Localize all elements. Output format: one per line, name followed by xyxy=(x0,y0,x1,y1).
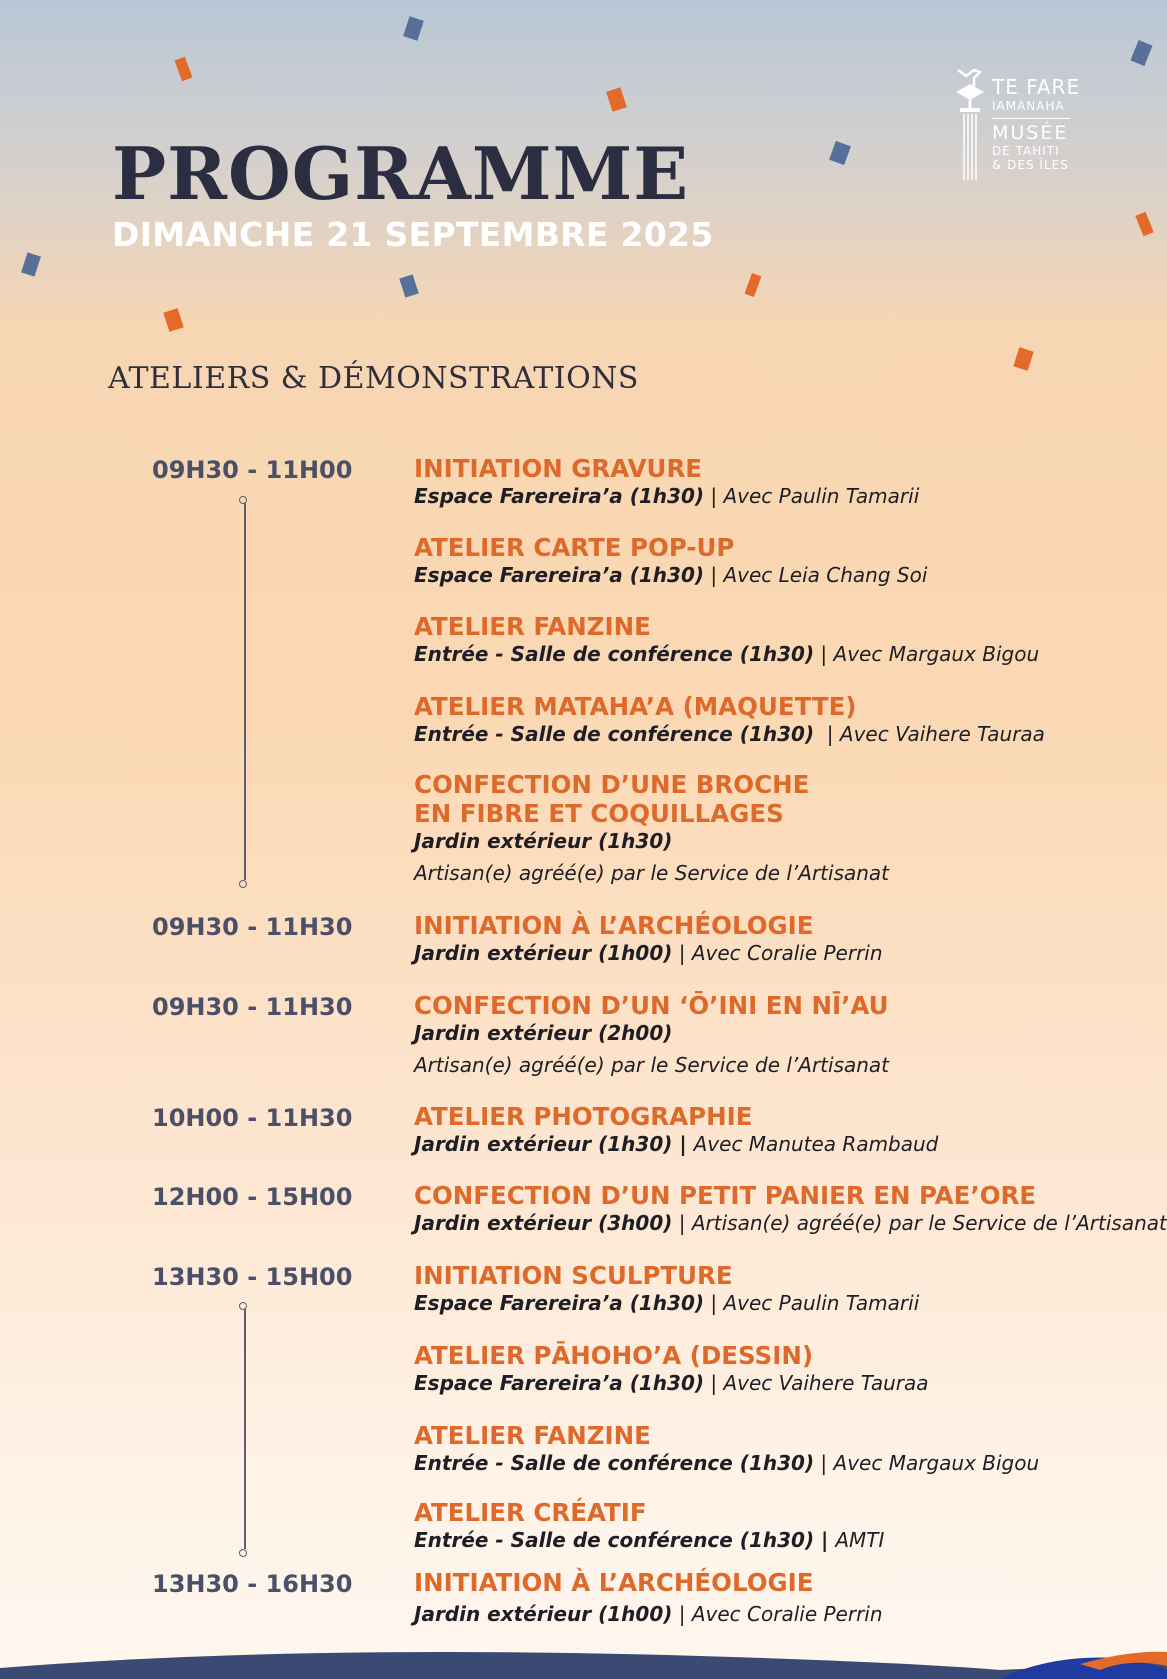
event-title: ATELIER CARTE POP-UP xyxy=(414,533,735,562)
event-host: AMTI xyxy=(835,1528,885,1552)
separator: | xyxy=(814,1451,834,1475)
event-item xyxy=(414,692,1154,747)
event-location: Jardin extérieur (1h30) xyxy=(414,1132,673,1156)
event-location: Espace Farereira’a (1h30) xyxy=(414,1371,705,1395)
event-location: Entrée - Salle de conférence (1h30) xyxy=(414,1451,815,1475)
time-slot: 09H30 - 11H30 xyxy=(152,913,353,941)
tiki-emblem-icon xyxy=(952,66,988,182)
event-location: Entrée - Salle de conférence (1h30) xyxy=(414,642,815,666)
separator: | xyxy=(704,1291,724,1315)
event-location: Jardin extérieur (1h00) xyxy=(414,941,673,965)
event-item xyxy=(414,454,1154,509)
event-location: Jardin extérieur (1h30) xyxy=(414,829,673,853)
time-slot: 09H30 - 11H00 xyxy=(152,456,353,484)
separator: | xyxy=(672,941,692,965)
event-location: Espace Farereira’a (1h30) xyxy=(414,563,705,587)
event-item xyxy=(414,1498,1154,1553)
event-item xyxy=(414,911,1154,966)
logo-wordmark xyxy=(992,77,1080,171)
event-title: ATELIER PĀHOHO’A (DESSIN) xyxy=(414,1341,814,1370)
event-item xyxy=(414,1261,1154,1316)
confetti xyxy=(745,273,762,297)
event-location: Jardin extérieur (3h00) xyxy=(414,1211,673,1235)
confetti xyxy=(163,308,183,332)
page-title: PROGRAMME xyxy=(112,131,690,216)
logo-line: IAMANAHA xyxy=(992,99,1065,113)
logo-line: TE FARE xyxy=(992,75,1081,99)
event-host: Avec Coralie Perrin xyxy=(691,941,883,965)
time-slot: 10H00 - 11H30 xyxy=(152,1104,353,1132)
event-item xyxy=(414,1341,1154,1396)
event-location: Entrée - Salle de conférence (1h30) xyxy=(414,722,815,746)
time-slot: 12H00 - 15H00 xyxy=(152,1183,353,1211)
event-title: ATELIER FANZINE xyxy=(414,1421,651,1450)
event-host: Artisan(e) agréé(e) par le Service de l’Artisanat xyxy=(691,1211,1167,1235)
confetti xyxy=(1135,212,1153,237)
event-item xyxy=(414,612,1154,667)
separator: | xyxy=(704,484,724,508)
time-slot: 13H30 - 16H30 xyxy=(152,1570,353,1598)
timeline-end-dot xyxy=(239,880,247,888)
timeline-line xyxy=(244,1309,246,1549)
event-location: Jardin extérieur (1h00) xyxy=(414,1602,673,1626)
event-title: CONFECTION D’UN ‘Ō’INI EN NĪ’AU xyxy=(414,991,889,1020)
event-title: CONFECTION D’UNE BROCHE xyxy=(414,770,810,799)
event-host: Avec Margaux Bigou xyxy=(833,1451,1040,1475)
separator: | xyxy=(704,1371,724,1395)
logo-line: & DES ÎLES xyxy=(992,158,1069,172)
event-host: Avec Paulin Tamarii xyxy=(723,484,920,508)
event-host: Avec Coralie Perrin xyxy=(691,1602,883,1626)
event-item xyxy=(414,770,1154,886)
timeline-end-dot xyxy=(239,1549,247,1557)
logo-divider xyxy=(992,118,1070,119)
separator: | xyxy=(814,722,840,746)
confetti xyxy=(1130,40,1152,66)
event-item xyxy=(414,1568,1154,1627)
logo-line: DE TAHITI xyxy=(992,144,1060,158)
event-item xyxy=(414,533,1154,588)
event-host: Avec Margaux Bigou xyxy=(833,642,1040,666)
separator: | xyxy=(672,1211,692,1235)
confetti xyxy=(829,141,851,165)
event-location: Jardin extérieur (2h00) xyxy=(414,1021,673,1045)
event-location: Espace Farereira’a (1h30) xyxy=(414,1291,705,1315)
event-title: INITIATION À L’ARCHÉOLOGIE xyxy=(414,1568,814,1597)
confetti xyxy=(403,16,424,41)
confetti xyxy=(399,274,418,297)
event-title: ATELIER MATAHA’A (MAQUETTE) xyxy=(414,692,857,721)
event-item xyxy=(414,1181,1167,1236)
event-title: INITIATION À L’ARCHÉOLOGIE xyxy=(414,911,814,940)
event-host: Avec Manutea Rambaud xyxy=(693,1132,939,1156)
time-slot: 13H30 - 15H00 xyxy=(152,1263,353,1291)
decorative-wave xyxy=(0,1640,1167,1679)
event-title: EN FIBRE ET COQUILLAGES xyxy=(414,799,784,828)
event-host: Artisan(e) agréé(e) par le Service de l’Artisanat xyxy=(414,861,890,885)
event-host: Artisan(e) agréé(e) par le Service de l’Artisanat xyxy=(414,1053,890,1077)
event-title: ATELIER FANZINE xyxy=(414,612,651,641)
event-host: Avec Vaihere Tauraa xyxy=(839,722,1045,746)
event-location: Entrée - Salle de conférence (1h30) xyxy=(414,1528,815,1552)
timeline-line xyxy=(244,503,246,880)
logo-line: MUSÉE xyxy=(992,122,1069,144)
separator: | xyxy=(704,563,724,587)
event-item xyxy=(414,1102,1154,1157)
event-title: ATELIER PHOTOGRAPHIE xyxy=(414,1102,753,1131)
event-location: Espace Farereira’a (1h30) xyxy=(414,484,705,508)
event-title: INITIATION SCULPTURE xyxy=(414,1261,733,1290)
confetti xyxy=(21,252,41,276)
separator: | xyxy=(814,1528,836,1552)
event-title: CONFECTION D’UN PETIT PANIER EN PAE’ORE xyxy=(414,1181,1037,1210)
event-title: ATELIER CRÉATIF xyxy=(414,1498,647,1527)
confetti xyxy=(175,57,193,81)
confetti xyxy=(1013,347,1033,371)
event-date: DIMANCHE 21 SEPTEMBRE 2025 xyxy=(112,215,714,254)
museum-logo xyxy=(952,66,1082,186)
confetti xyxy=(606,87,627,112)
separator: | xyxy=(672,1132,694,1156)
event-host: Avec Vaihere Tauraa xyxy=(723,1371,929,1395)
time-slot: 09H30 - 11H30 xyxy=(152,993,353,1021)
event-host: Avec Leia Chang Soi xyxy=(723,563,928,587)
separator: | xyxy=(814,642,834,666)
event-host: Avec Paulin Tamarii xyxy=(723,1291,920,1315)
section-title: ATELIERS & DÉMONSTRATIONS xyxy=(108,361,639,396)
separator: | xyxy=(672,1602,692,1626)
event-title: INITIATION GRAVURE xyxy=(414,454,703,483)
event-item xyxy=(414,1421,1154,1476)
event-item xyxy=(414,991,1154,1078)
